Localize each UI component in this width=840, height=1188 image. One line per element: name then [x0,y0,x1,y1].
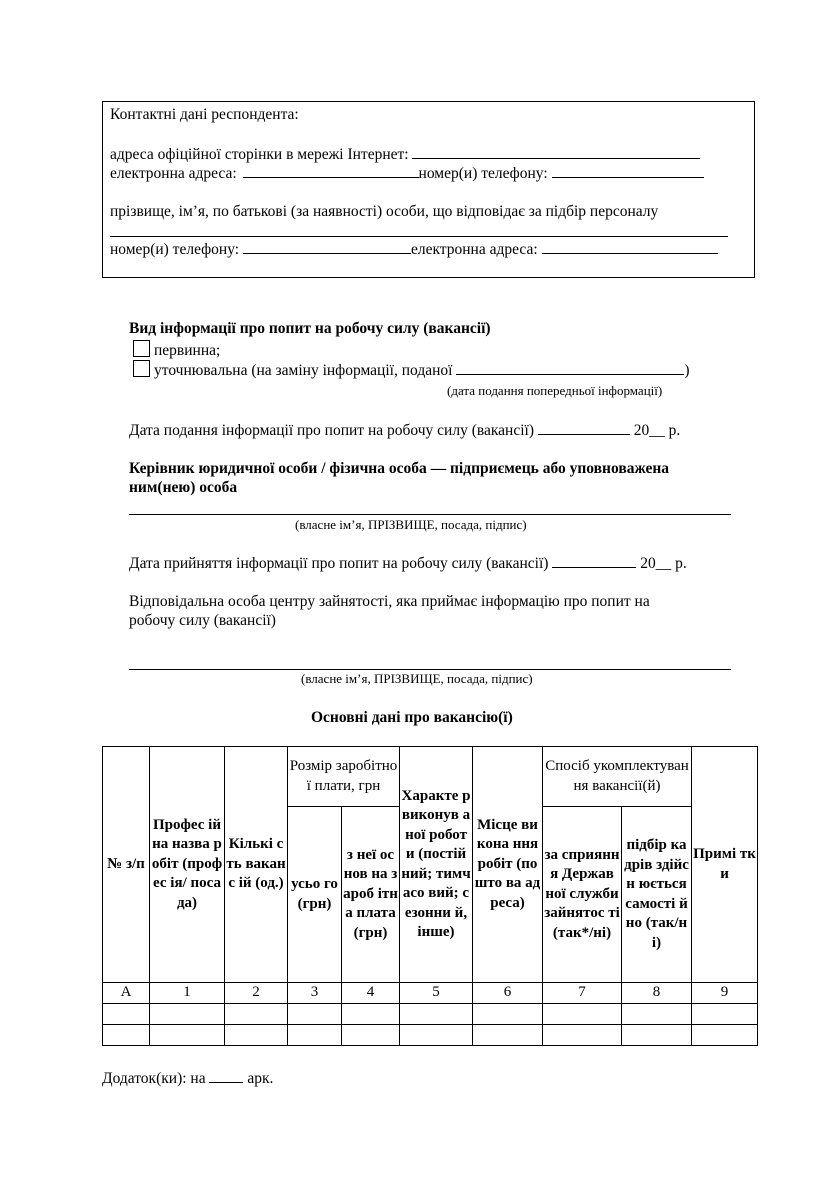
table-cell[interactable] [103,1003,150,1024]
table-cell[interactable] [622,1003,692,1024]
previous-date-field[interactable] [456,361,684,375]
header-notes: Примі тки [692,747,758,983]
responsible-line-2: робочу силу (вакансії) [129,612,276,629]
website-field[interactable] [412,145,700,159]
hr-person-field[interactable] [110,236,728,237]
index-cell: 9 [692,983,758,1004]
table-cell[interactable] [150,1024,225,1045]
clarifying-note: (дата подання попередньої інформації) [447,383,663,398]
table-cell[interactable] [342,1003,400,1024]
hr-email-field[interactable] [542,240,718,254]
header-method: Спосіб укомплектування вакансії(й) [543,747,692,807]
index-cell: 8 [622,983,692,1004]
table-cell[interactable] [150,1003,225,1024]
vacancy-table [102,746,758,1046]
header-salary-base: з неї основ на зароб ітна плата (грн) [342,807,400,983]
table-cell[interactable] [473,1003,543,1024]
email-label: електронна адреса: [110,165,237,182]
submission-date-field[interactable] [538,421,630,435]
submission-date-label: Дата подання інформації про попит на робочу силу (вакансії) [129,422,534,439]
index-cell: 3 [288,983,342,1004]
table-cell[interactable] [400,1024,473,1045]
appendix-label: Додаток(ки): на [102,1070,206,1087]
option-clarifying[interactable] [133,360,689,380]
option-clarifying-label: уточнювальна (на заміну інформації, поданої [154,362,453,379]
table-cell[interactable] [543,1024,622,1045]
email-field[interactable] [243,164,419,178]
index-row [103,983,758,1004]
appendix-suffix: арк. [247,1070,274,1087]
header-salary-total: усьо го (грн) [288,807,342,983]
hr-phone-field[interactable] [243,240,411,254]
header-place: Місце викона ння робіт (пошто ва адреса) [473,747,543,983]
acceptance-date-year: 20__ р. [640,555,687,572]
responsible-caption: (власне ім’я, ПРІЗВИЩЕ, посада, підпис) [301,671,533,686]
website-row [110,145,700,164]
table-title: Основні дані про вакансію(ї) [311,709,513,726]
table-cell[interactable] [288,1003,342,1024]
manager-heading-1: Керівник юридичної особи / фізична особа — підприємець або уповноважена [129,460,670,477]
index-cell: 1 [150,983,225,1004]
table-cell[interactable] [543,1003,622,1024]
acceptance-date-row [129,554,687,573]
index-cell: 4 [342,983,400,1004]
index-cell: 5 [400,983,473,1004]
submission-date-year: 20__ р. [633,422,681,439]
header-count: Кількі сть ваканс ій (од.) [225,747,288,983]
responsible-signature-field[interactable] [129,654,731,670]
website-label: адреса офіційної сторінки в мережі Інтернет: [110,146,409,163]
close-paren: ) [684,362,690,379]
option-primary[interactable] [133,340,220,360]
table-cell[interactable] [225,1003,288,1024]
email-phone-row [110,164,704,183]
appendix-field[interactable] [209,1069,243,1083]
table-row [103,1024,758,1045]
option-primary-label: первинна; [154,342,221,359]
table-cell[interactable] [692,1024,758,1045]
header-method-self: підбір кадрів здійсн юється самості йно (так/ні) [622,807,692,983]
index-cell: 2 [225,983,288,1004]
checkbox-icon[interactable] [133,360,150,377]
table-cell[interactable] [622,1024,692,1045]
manager-caption: (власне ім’я, ПРІЗВИЩЕ, посада, підпис) [295,517,527,532]
index-cell: 6 [473,983,543,1004]
table-cell[interactable] [473,1024,543,1045]
submission-date-row [129,421,680,440]
index-cell: А [103,983,150,1004]
hr-phone-label: номер(и) телефону: [110,241,240,258]
header-method-service: за сприяння Держав ної служби зайнятос ті (так*/ні) [543,807,622,983]
header-profession: Профес ійна назва робіт (профес ія/ посада) [150,747,225,983]
phone-field[interactable] [552,164,704,178]
table-cell[interactable] [342,1024,400,1045]
checkbox-icon[interactable] [133,340,150,357]
header-nature: Характе р виконув аної роботи (постій ний; тимчасо вий; сезонни й, інше) [400,747,473,983]
table-cell[interactable] [103,1024,150,1045]
header-num: № з/п [103,747,150,983]
index-cell: 7 [543,983,622,1004]
table-cell[interactable] [400,1003,473,1024]
info-type-heading: Вид інформації про попит на робочу силу (вакансії) [129,320,491,337]
hr-person-label: прізвище, ім’я, по батькові (за наявності) особи, що відповідає за підбір персоналу [110,203,659,220]
phone-label: номер(и) телефону: [418,165,548,182]
hr-email-label: електронна адреса: [410,241,538,258]
manager-signature-field[interactable] [129,499,731,515]
table-cell[interactable] [692,1003,758,1024]
appendix-row [102,1069,273,1088]
manager-heading-2: ним(нею) особа [129,479,238,496]
responsible-line-1: Відповідальна особа центру зайнятості, яка приймає інформацію про попит на [129,593,650,610]
header-salary: Розмір заробітної плати, грн [288,747,400,807]
table-cell[interactable] [225,1024,288,1045]
acceptance-date-label: Дата прийняття інформації про попит на робочу силу (вакансії) [129,555,549,572]
table-row [103,1003,758,1024]
contact-box [102,101,755,278]
hr-contact-row [110,240,718,259]
acceptance-date-field[interactable] [552,554,636,568]
contact-title: Контактні дані респондента: [110,106,299,123]
table-cell[interactable] [288,1024,342,1045]
